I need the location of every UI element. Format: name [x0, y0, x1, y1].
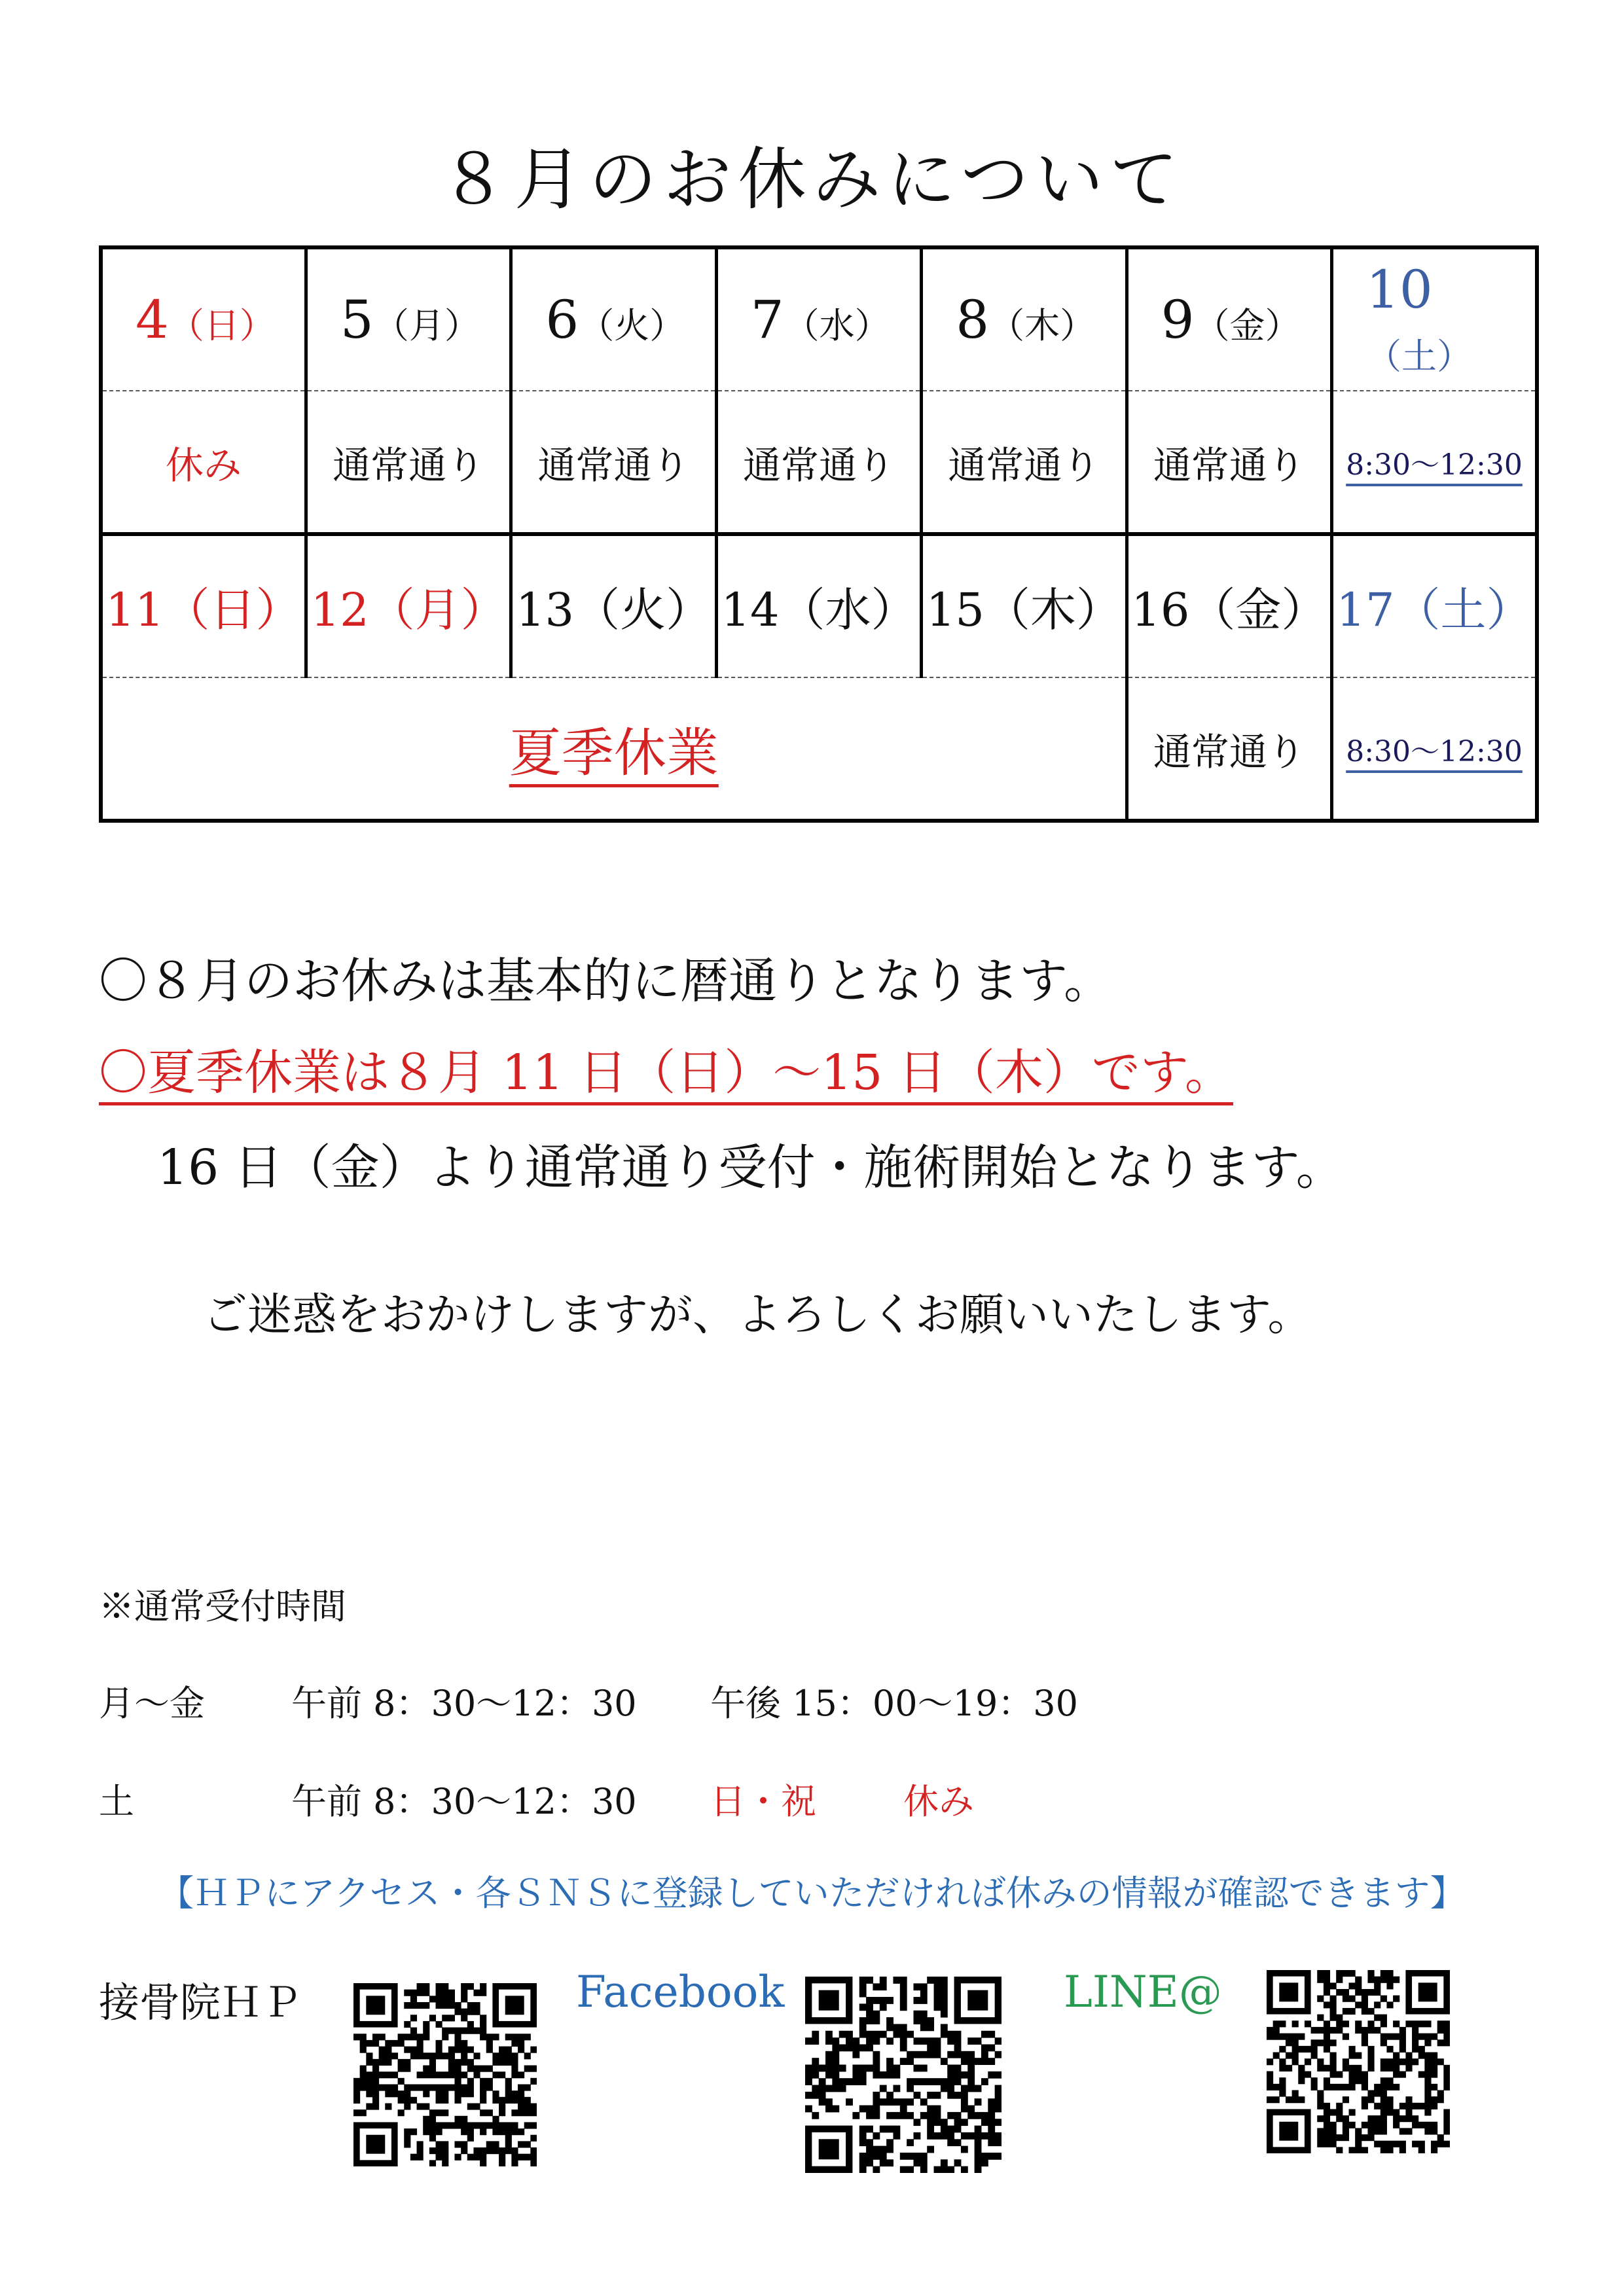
notice-line-1: 〇８月のお休みは基本的に暦通りとなります。 — [99, 953, 1113, 1009]
closed-days: 日・祝 — [710, 1781, 816, 1822]
status-cell: 通常通り — [1127, 677, 1331, 821]
apology-text: ご迷惑をおかけしますが、よろしくお願いいたします。 — [203, 1289, 1312, 1341]
qr-code-icon — [353, 1983, 537, 2166]
notice-line-3: 16 日（金）より通常通り受付・施術開始となります。 — [157, 1139, 1344, 1196]
day-cell: 15（木） — [922, 534, 1127, 677]
status-cell: 通常通り — [1127, 391, 1331, 534]
closed-text: 休み — [903, 1781, 974, 1822]
status-cell: 通常通り — [716, 391, 921, 534]
day-cell: 8（木） — [922, 247, 1127, 391]
day-cell: 12（月） — [306, 534, 511, 677]
qr-code-icon — [1267, 1970, 1450, 2153]
page-title: ８月のお休みについて — [439, 139, 1185, 219]
summer-holiday-label: 夏季休業 — [509, 723, 719, 783]
day-cell: 7（水） — [716, 247, 921, 391]
day-cell: 11（日） — [101, 534, 306, 677]
summer-holiday-cell — [101, 677, 1127, 821]
day-cell: 13（火） — [511, 534, 716, 677]
day-cell: 16（金） — [1127, 534, 1331, 677]
status-cell — [1332, 677, 1537, 821]
week2-status-row — [101, 677, 1537, 821]
saturday-am-hours: 午前 8：30〜12：30 — [291, 1781, 637, 1822]
clinic-hp-label: 接骨院ＨＰ — [99, 1979, 302, 2026]
day-cell: 4（日） — [101, 247, 306, 391]
qr-code-hp[interactable] — [353, 1983, 537, 2166]
weekday-pm-hours: 午後 15：00〜19：30 — [710, 1683, 1079, 1724]
week2-day-row — [101, 534, 1537, 677]
day-cell: 9（金） — [1127, 247, 1331, 391]
day-cell: 10（土） — [1332, 247, 1537, 391]
hours-heading: ※通常受付時間 — [99, 1586, 346, 1627]
day-cell: 17（土） — [1332, 534, 1537, 677]
day-cell: 6（火） — [511, 247, 716, 391]
qr-code-facebook[interactable] — [805, 1977, 1001, 2173]
qr-code-line[interactable] — [1267, 1970, 1450, 2153]
line-label[interactable]: LINE@ — [1064, 1967, 1222, 2017]
qr-code-icon — [805, 1977, 1001, 2173]
day-cell: 14（水） — [716, 534, 921, 677]
saturday-hours: 8:30〜12:30 — [1346, 734, 1523, 768]
notice-line-2: 〇夏季休業は８月 11 日（日）〜15 日（木）です。 — [99, 1045, 1233, 1101]
status-cell: 通常通り — [511, 391, 716, 534]
day-cell: 5（月） — [306, 247, 511, 391]
access-notice: 【ＨＰにアクセス・各ＳＮＳに登録していただければ休みの情報が確認できます】 — [158, 1873, 1466, 1914]
weekday-am-hours: 午前 8：30〜12：30 — [291, 1683, 637, 1724]
status-cell: 通常通り — [306, 391, 511, 534]
status-cell — [1332, 391, 1537, 534]
weekday-label: 月〜金 — [99, 1683, 205, 1724]
saturday-label: 土 — [99, 1781, 134, 1822]
week1-day-row — [101, 247, 1537, 391]
week1-status-row — [101, 391, 1537, 534]
calendar-table — [99, 245, 1539, 823]
status-cell: 休み — [101, 391, 306, 534]
saturday-hours: 8:30〜12:30 — [1346, 448, 1523, 482]
status-cell: 通常通り — [922, 391, 1127, 534]
facebook-label[interactable]: Facebook — [576, 1967, 785, 2017]
